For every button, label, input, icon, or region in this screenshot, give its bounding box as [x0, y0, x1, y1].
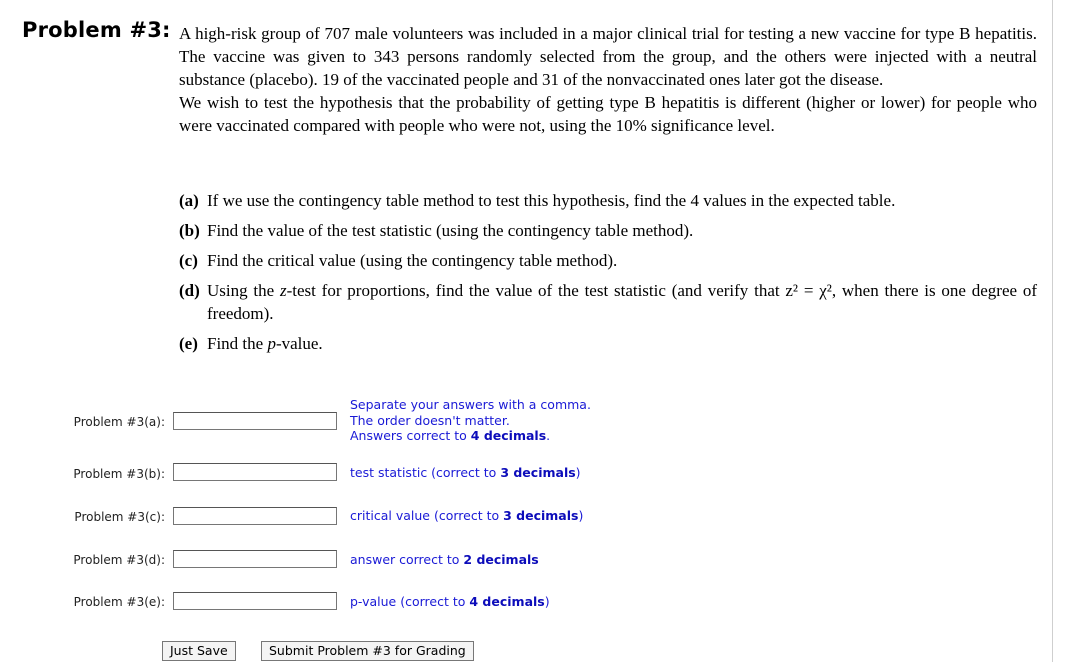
- part-b-text: Find the value of the test statistic (using the contingency table method).: [207, 221, 694, 240]
- answer-b-hint-bold: 3 decimals: [500, 465, 576, 480]
- part-a-text: If we use the contingency table method to test this hypothesis, find the 4 values in the expected table.: [207, 191, 896, 210]
- answer-e-label: Problem #3(e):: [73, 595, 165, 609]
- answer-a-hint-bold: 4 decimals: [470, 428, 547, 443]
- part-d-equation: z² = χ²: [785, 281, 832, 300]
- answer-e-hint-pre: p-value (correct to: [350, 594, 470, 609]
- part-e-text: [207, 332, 1037, 355]
- part-e-text-1: Find the: [207, 334, 268, 353]
- part-b-tag: (b): [179, 221, 200, 240]
- answer-b-hint: [350, 465, 581, 481]
- answer-e-input[interactable]: [173, 592, 337, 610]
- answer-d-input[interactable]: [173, 550, 337, 568]
- part-b: [179, 219, 1037, 242]
- part-d-z: z: [279, 281, 287, 300]
- part-a: [179, 189, 1037, 212]
- part-a-tag: (a): [179, 191, 199, 210]
- answer-a-hint-post: .: [546, 428, 551, 443]
- answer-c-label: Problem #3(c):: [74, 510, 165, 524]
- part-e-text-2: -value.: [275, 334, 323, 353]
- part-e-tag: (e): [179, 334, 198, 353]
- statement-paragraph-1: A high-risk group of 707 male volunteers was included in a major clinical trial for testing a new vaccine for type B hepatitis. The vaccine was given to 343 persons randomly selected from the group, and the others were injected with a neutral substance (placebo). 19 of the vaccinated people and 31 of the nonvaccinated ones later got the disease.: [179, 24, 1037, 89]
- answer-a-hint-line-3: [350, 428, 591, 444]
- answer-a-hint-pre: Answers correct to: [350, 428, 471, 443]
- right-border: [1052, 0, 1053, 662]
- just-save-button[interactable]: Just Save: [162, 641, 236, 661]
- answer-e-hint: [350, 594, 550, 610]
- problem-statement: [179, 22, 1037, 137]
- answer-d-hint-pre: answer correct to: [350, 552, 464, 567]
- answer-e-hint-bold: 4 decimals: [469, 594, 545, 609]
- part-c: [179, 249, 1037, 272]
- answer-c-hint-pre: critical value (correct to: [350, 508, 504, 523]
- answer-d-label: Problem #3(d):: [73, 553, 165, 567]
- answer-c-hint: [350, 508, 583, 524]
- part-d: [179, 279, 1037, 325]
- answer-d-hint-bold: 2 decimals: [463, 552, 539, 567]
- answer-b-hint-post: ): [575, 465, 581, 480]
- part-d-text-1: Using the: [207, 281, 280, 300]
- answer-a-hint: [350, 397, 591, 444]
- answer-b-input[interactable]: [173, 463, 337, 481]
- answer-b-label: Problem #3(b):: [73, 467, 165, 481]
- statement-paragraph-2: We wish to test the hypothesis that the probability of getting type B hepatitis is different (higher or lower) for people who were vaccinated compared with people who were not, using the 10% significance level.: [179, 93, 1037, 135]
- part-e: [179, 332, 1037, 355]
- answer-b-hint-pre: test statistic (correct to: [350, 465, 501, 480]
- part-d-tag: (d): [179, 281, 200, 300]
- submit-button[interactable]: Submit Problem #3 for Grading: [261, 641, 474, 661]
- part-d-text: [207, 279, 1037, 325]
- answer-a-hint-line-1: Separate your answers with a comma.: [350, 397, 591, 412]
- answer-d-hint: [350, 552, 539, 568]
- answer-a-input[interactable]: [173, 412, 337, 430]
- part-c-tag: (c): [179, 251, 198, 270]
- answer-e-hint-post: ): [544, 594, 550, 609]
- answer-a-label: Problem #3(a):: [73, 415, 165, 429]
- part-c-text: Find the critical value (using the contingency table method).: [207, 251, 618, 270]
- part-d-text-3: , when there is one degree of freedom).: [207, 281, 1038, 323]
- answer-a-hint-line-2: The order doesn't matter.: [350, 412, 510, 428]
- answer-c-hint-bold: 3 decimals: [503, 508, 579, 523]
- question-parts: [179, 189, 1037, 362]
- part-e-p: p: [267, 334, 276, 353]
- part-d-text-2: -test for proportions, find the value of the test statistic (and verify that: [286, 281, 786, 300]
- problem-title: Problem #3:: [22, 18, 171, 42]
- answer-c-input[interactable]: [173, 507, 337, 525]
- answer-c-hint-post: ): [578, 508, 584, 523]
